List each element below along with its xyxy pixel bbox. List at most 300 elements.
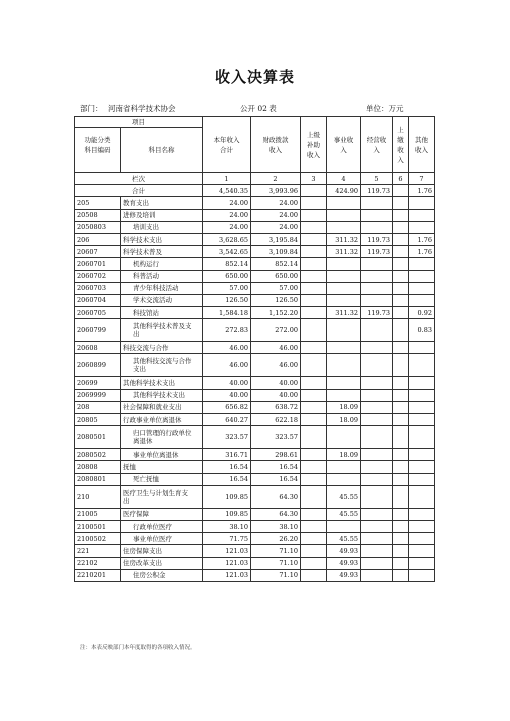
- cell-other: [409, 377, 435, 389]
- total-other: 1.76: [409, 185, 435, 197]
- cell-subordinate: [393, 473, 409, 485]
- subject-name: 科技馆站: [121, 307, 203, 319]
- func-code: 2060703: [75, 282, 121, 294]
- cell-business: [327, 197, 361, 209]
- func-code: 221: [75, 545, 121, 557]
- header-subordinate: 上 缴 收 入: [393, 117, 409, 173]
- cell-total: 40.00: [203, 377, 251, 389]
- subject-name: 医疗卫生与计划生育支 出: [121, 485, 203, 508]
- col-number: 3: [301, 173, 327, 185]
- subject-name: 归口管理的行政单位 离退休: [121, 426, 203, 449]
- subject-name: 医疗保障: [121, 508, 203, 520]
- cell-operating: [361, 354, 393, 377]
- cell-superior: [301, 449, 327, 461]
- cell-total: 3,542.65: [203, 246, 251, 258]
- cell-operating: [361, 319, 393, 342]
- table-row: [75, 209, 435, 221]
- table-row: [75, 389, 435, 401]
- cell-fiscal: 323.57: [251, 426, 301, 449]
- form-code: 公开 02 表: [240, 104, 277, 113]
- cell-superior: [301, 533, 327, 545]
- subject-name: 事业单位医疗: [121, 533, 203, 545]
- cell-superior: [301, 401, 327, 413]
- dept-label: 部门：: [80, 104, 103, 113]
- table-row: [75, 545, 435, 557]
- cell-operating: [361, 508, 393, 520]
- cell-other: [409, 449, 435, 461]
- subject-name: 抚恤: [121, 461, 203, 473]
- cell-business: [327, 294, 361, 306]
- cell-business: 45.55: [327, 533, 361, 545]
- cell-superior: [301, 246, 327, 258]
- func-code: 21005: [75, 508, 121, 520]
- cell-subordinate: [393, 377, 409, 389]
- cell-subordinate: [393, 426, 409, 449]
- cell-total: 650.00: [203, 270, 251, 282]
- cell-superior: [301, 485, 327, 508]
- func-code: 206: [75, 233, 121, 245]
- cell-business: 18.09: [327, 414, 361, 426]
- cell-superior: [301, 508, 327, 520]
- cell-fiscal: 16.54: [251, 461, 301, 473]
- cell-total: 24.00: [203, 209, 251, 221]
- cell-business: 49.93: [327, 569, 361, 581]
- page-title: 收入决算表: [214, 68, 295, 86]
- cell-total: 57.00: [203, 282, 251, 294]
- func-code: 22102: [75, 557, 121, 569]
- cell-other: [409, 209, 435, 221]
- cell-total: 3,628.65: [203, 233, 251, 245]
- col-number: 7: [409, 173, 435, 185]
- func-code: 2060799: [75, 319, 121, 342]
- total-superior: [301, 185, 327, 197]
- cell-operating: [361, 389, 393, 401]
- cell-other: [409, 533, 435, 545]
- cell-subordinate: [393, 319, 409, 342]
- cell-fiscal: 71.10: [251, 557, 301, 569]
- col-label: 栏次: [75, 173, 203, 185]
- cell-operating: [361, 426, 393, 449]
- cell-business: 18.09: [327, 449, 361, 461]
- cell-fiscal: 126.50: [251, 294, 301, 306]
- subject-name: 进修及培训: [121, 209, 203, 221]
- cell-other: [409, 414, 435, 426]
- cell-total: 16.54: [203, 461, 251, 473]
- cell-superior: [301, 354, 327, 377]
- col-number: 6: [393, 173, 409, 185]
- cell-subordinate: [393, 401, 409, 413]
- cell-business: [327, 342, 361, 354]
- cell-subordinate: [393, 449, 409, 461]
- cell-fiscal: 26.20: [251, 533, 301, 545]
- subject-name: 行政事业单位离退休: [121, 414, 203, 426]
- col-number: 4: [327, 173, 361, 185]
- header-superior: 上级 补助 收入: [301, 117, 327, 173]
- cell-business: [327, 426, 361, 449]
- cell-operating: [361, 461, 393, 473]
- cell-subordinate: [393, 414, 409, 426]
- cell-other: [409, 294, 435, 306]
- subject-name: 住房保障支出: [121, 545, 203, 557]
- cell-total: 316.71: [203, 449, 251, 461]
- cell-operating: [361, 520, 393, 532]
- cell-superior: [301, 270, 327, 282]
- func-code: 20805: [75, 414, 121, 426]
- func-code: 205: [75, 197, 121, 209]
- table-row: [75, 426, 435, 449]
- col-number: 2: [251, 173, 301, 185]
- table-row: [75, 197, 435, 209]
- cell-fiscal: 622.18: [251, 414, 301, 426]
- cell-fiscal: 64.30: [251, 485, 301, 508]
- cell-other: [409, 354, 435, 377]
- func-code: 2100502: [75, 533, 121, 545]
- cell-business: [327, 319, 361, 342]
- subject-name: 住房公积金: [121, 569, 203, 581]
- cell-fiscal: 24.00: [251, 221, 301, 233]
- cell-business: [327, 354, 361, 377]
- cell-subordinate: [393, 569, 409, 581]
- cell-business: [327, 282, 361, 294]
- subject-name: 教育支出: [121, 197, 203, 209]
- cell-total: 109.85: [203, 508, 251, 520]
- func-code: 2100501: [75, 520, 121, 532]
- func-code: 2080501: [75, 426, 121, 449]
- cell-superior: [301, 426, 327, 449]
- cell-subordinate: [393, 209, 409, 221]
- cell-total: 121.03: [203, 545, 251, 557]
- subject-name: 学术交流活动: [121, 294, 203, 306]
- cell-superior: [301, 342, 327, 354]
- table-row: [75, 270, 435, 282]
- func-code: 20699: [75, 377, 121, 389]
- cell-fiscal: 272.00: [251, 319, 301, 342]
- cell-other: [409, 520, 435, 532]
- cell-operating: [361, 377, 393, 389]
- cell-total: 71.75: [203, 533, 251, 545]
- table-row: [75, 233, 435, 245]
- cell-subordinate: [393, 389, 409, 401]
- subject-name: 机构运行: [121, 258, 203, 270]
- cell-other: [409, 342, 435, 354]
- func-code: 2210201: [75, 569, 121, 581]
- cell-total: 46.00: [203, 354, 251, 377]
- cell-business: [327, 258, 361, 270]
- func-code: 2080502: [75, 449, 121, 461]
- table-row: [75, 557, 435, 569]
- cell-other: [409, 461, 435, 473]
- cell-other: [409, 401, 435, 413]
- cell-business: 311.32: [327, 246, 361, 258]
- footnote: 注：本表反映部门本年度取得的各项收入情况。: [80, 645, 196, 651]
- header-business: 事业收 入: [327, 117, 361, 173]
- table-row: [75, 307, 435, 319]
- cell-operating: [361, 401, 393, 413]
- cell-fiscal: 64.30: [251, 508, 301, 520]
- col-number: 5: [361, 173, 393, 185]
- cell-operating: 119.73: [361, 246, 393, 258]
- func-code: 2080801: [75, 473, 121, 485]
- cell-fiscal: 38.10: [251, 520, 301, 532]
- header-fiscal: 财政拨款 收入: [251, 117, 301, 173]
- cell-operating: [361, 545, 393, 557]
- cell-superior: [301, 377, 327, 389]
- cell-subordinate: [393, 233, 409, 245]
- cell-operating: 119.73: [361, 233, 393, 245]
- cell-other: [409, 426, 435, 449]
- cell-superior: [301, 461, 327, 473]
- cell-business: [327, 461, 361, 473]
- table-row: [75, 473, 435, 485]
- func-code: 208: [75, 401, 121, 413]
- cell-subordinate: [393, 342, 409, 354]
- cell-operating: [361, 485, 393, 508]
- cell-total: 126.50: [203, 294, 251, 306]
- total-subordinate: [393, 185, 409, 197]
- cell-business: 45.55: [327, 485, 361, 508]
- cell-other: [409, 569, 435, 581]
- cell-subordinate: [393, 258, 409, 270]
- table-row: [75, 319, 435, 342]
- dept-name: 河南省科学技术协会: [108, 104, 176, 113]
- cell-superior: [301, 233, 327, 245]
- cell-superior: [301, 209, 327, 221]
- table-row: [75, 221, 435, 233]
- cell-other: [409, 508, 435, 520]
- cell-other: [409, 557, 435, 569]
- cell-total: 656.82: [203, 401, 251, 413]
- cell-superior: [301, 389, 327, 401]
- cell-fiscal: 852.14: [251, 258, 301, 270]
- cell-fiscal: 650.00: [251, 270, 301, 282]
- table-row: [75, 294, 435, 306]
- header-subject-name: 科目名称: [121, 128, 203, 173]
- header-func-code: 功能分类 科目编码: [75, 128, 121, 163]
- header-operating: 经营收 入: [361, 117, 393, 173]
- cell-business: [327, 209, 361, 221]
- subject-name: 其他科学技术普及支 出: [121, 319, 203, 342]
- cell-fiscal: 71.10: [251, 545, 301, 557]
- cell-business: [327, 221, 361, 233]
- cell-other: [409, 473, 435, 485]
- total-row: [75, 185, 435, 197]
- func-code: 210: [75, 485, 121, 508]
- cell-business: 49.93: [327, 545, 361, 557]
- total-total: 4,540.35: [203, 185, 251, 197]
- cell-total: 24.00: [203, 221, 251, 233]
- cell-fiscal: 46.00: [251, 342, 301, 354]
- cell-fiscal: 298.61: [251, 449, 301, 461]
- cell-business: 311.32: [327, 307, 361, 319]
- cell-subordinate: [393, 307, 409, 319]
- cell-fiscal: 40.00: [251, 377, 301, 389]
- subject-name: 科学技术支出: [121, 233, 203, 245]
- cell-business: 18.09: [327, 401, 361, 413]
- cell-fiscal: 24.00: [251, 197, 301, 209]
- table-row: [75, 533, 435, 545]
- subject-name: 培训支出: [121, 221, 203, 233]
- cell-superior: [301, 414, 327, 426]
- table-row: [75, 569, 435, 581]
- cell-superior: [301, 545, 327, 557]
- cell-fiscal: 71.10: [251, 569, 301, 581]
- cell-operating: [361, 197, 393, 209]
- cell-other: [409, 545, 435, 557]
- func-code: 2060705: [75, 307, 121, 319]
- cell-total: 852.14: [203, 258, 251, 270]
- cell-operating: [361, 557, 393, 569]
- cell-subordinate: [393, 545, 409, 557]
- cell-business: [327, 377, 361, 389]
- cell-other: [409, 389, 435, 401]
- cell-operating: [361, 221, 393, 233]
- cell-other: [409, 485, 435, 508]
- cell-superior: [301, 221, 327, 233]
- cell-other: [409, 221, 435, 233]
- cell-superior: [301, 197, 327, 209]
- cell-subordinate: [393, 508, 409, 520]
- table-row: [75, 258, 435, 270]
- cell-operating: [361, 258, 393, 270]
- cell-fiscal: 16.54: [251, 473, 301, 485]
- cell-subordinate: [393, 282, 409, 294]
- subject-name: 社会保障和就业支出: [121, 401, 203, 413]
- cell-superior: [301, 520, 327, 532]
- cell-other: [409, 270, 435, 282]
- cell-business: [327, 520, 361, 532]
- cell-subordinate: [393, 246, 409, 258]
- subject-name: 行政单位医疗: [121, 520, 203, 532]
- cell-business: [327, 389, 361, 401]
- func-code: 20607: [75, 246, 121, 258]
- cell-total: 16.54: [203, 473, 251, 485]
- cell-subordinate: [393, 557, 409, 569]
- cell-fiscal: 57.00: [251, 282, 301, 294]
- cell-subordinate: [393, 485, 409, 508]
- total-fiscal: 3,993.96: [251, 185, 301, 197]
- table-row: [75, 401, 435, 413]
- cell-total: 272.83: [203, 319, 251, 342]
- cell-superior: [301, 319, 327, 342]
- func-code: 2060701: [75, 258, 121, 270]
- func-code: 20608: [75, 342, 121, 354]
- col-number: 1: [203, 173, 251, 185]
- cell-fiscal: 24.00: [251, 209, 301, 221]
- cell-total: 640.27: [203, 414, 251, 426]
- func-code: 2060899: [75, 354, 121, 377]
- cell-superior: [301, 307, 327, 319]
- cell-subordinate: [393, 221, 409, 233]
- cell-total: 121.03: [203, 569, 251, 581]
- func-code: 2060702: [75, 270, 121, 282]
- cell-subordinate: [393, 197, 409, 209]
- subject-name: 科学技术普及: [121, 246, 203, 258]
- subject-name: 死亡抚恤: [121, 473, 203, 485]
- table-row: [75, 246, 435, 258]
- cell-fiscal: 46.00: [251, 354, 301, 377]
- header-other: 其他 收入: [409, 117, 435, 173]
- subject-name: 其他科技交流与合作 支出: [121, 354, 203, 377]
- cell-superior: [301, 258, 327, 270]
- cell-business: 45.55: [327, 508, 361, 520]
- cell-fiscal: 3,195.84: [251, 233, 301, 245]
- cell-operating: [361, 294, 393, 306]
- cell-operating: [361, 569, 393, 581]
- subject-name: 科技交流与合作: [121, 342, 203, 354]
- cell-total: 323.57: [203, 426, 251, 449]
- subject-name: 住房改革支出: [121, 557, 203, 569]
- total-label: 合计: [75, 185, 203, 197]
- cell-superior: [301, 294, 327, 306]
- cell-total: 40.00: [203, 389, 251, 401]
- cell-total: 46.00: [203, 342, 251, 354]
- func-code: 2050803: [75, 221, 121, 233]
- cell-fiscal: 40.00: [251, 389, 301, 401]
- total-operating: 119.73: [361, 185, 393, 197]
- table-row: [75, 461, 435, 473]
- cell-subordinate: [393, 294, 409, 306]
- func-code: 2060704: [75, 294, 121, 306]
- cell-subordinate: [393, 533, 409, 545]
- table-row: [75, 520, 435, 532]
- table-row: [75, 354, 435, 377]
- table-row: [75, 449, 435, 461]
- cell-superior: [301, 557, 327, 569]
- table-row: [75, 508, 435, 520]
- cell-operating: [361, 209, 393, 221]
- cell-other: 1.76: [409, 246, 435, 258]
- cell-business: [327, 270, 361, 282]
- cell-superior: [301, 473, 327, 485]
- cell-other: [409, 197, 435, 209]
- cell-total: 24.00: [203, 197, 251, 209]
- table-row: [75, 342, 435, 354]
- cell-total: 1,584.18: [203, 307, 251, 319]
- cell-operating: [361, 533, 393, 545]
- cell-other: 0.92: [409, 307, 435, 319]
- cell-total: 121.03: [203, 557, 251, 569]
- subject-name: 事业单位离退休: [121, 449, 203, 461]
- func-code: 20808: [75, 461, 121, 473]
- cell-business: [327, 473, 361, 485]
- cell-fiscal: 3,109.84: [251, 246, 301, 258]
- cell-total: 109.85: [203, 485, 251, 508]
- cell-operating: [361, 449, 393, 461]
- cell-operating: 119.73: [361, 307, 393, 319]
- cell-subordinate: [393, 520, 409, 532]
- income-table: [74, 116, 435, 582]
- cell-operating: [361, 342, 393, 354]
- cell-operating: [361, 473, 393, 485]
- subject-name: 青少年科技活动: [121, 282, 203, 294]
- cell-subordinate: [393, 461, 409, 473]
- cell-subordinate: [393, 270, 409, 282]
- subject-name: 其他科学技术支出: [121, 377, 203, 389]
- subject-name: 科普活动: [121, 270, 203, 282]
- header-xiangmu: 项目: [75, 117, 203, 128]
- cell-other: 0.83: [409, 319, 435, 342]
- cell-fiscal: 638.72: [251, 401, 301, 413]
- cell-operating: [361, 282, 393, 294]
- cell-superior: [301, 569, 327, 581]
- table-row: [75, 414, 435, 426]
- cell-operating: [361, 270, 393, 282]
- table-row: [75, 282, 435, 294]
- subject-name: 其他科学技术支出: [121, 389, 203, 401]
- header-spacer: [75, 162, 121, 173]
- table-row: [75, 485, 435, 508]
- table-row: [75, 377, 435, 389]
